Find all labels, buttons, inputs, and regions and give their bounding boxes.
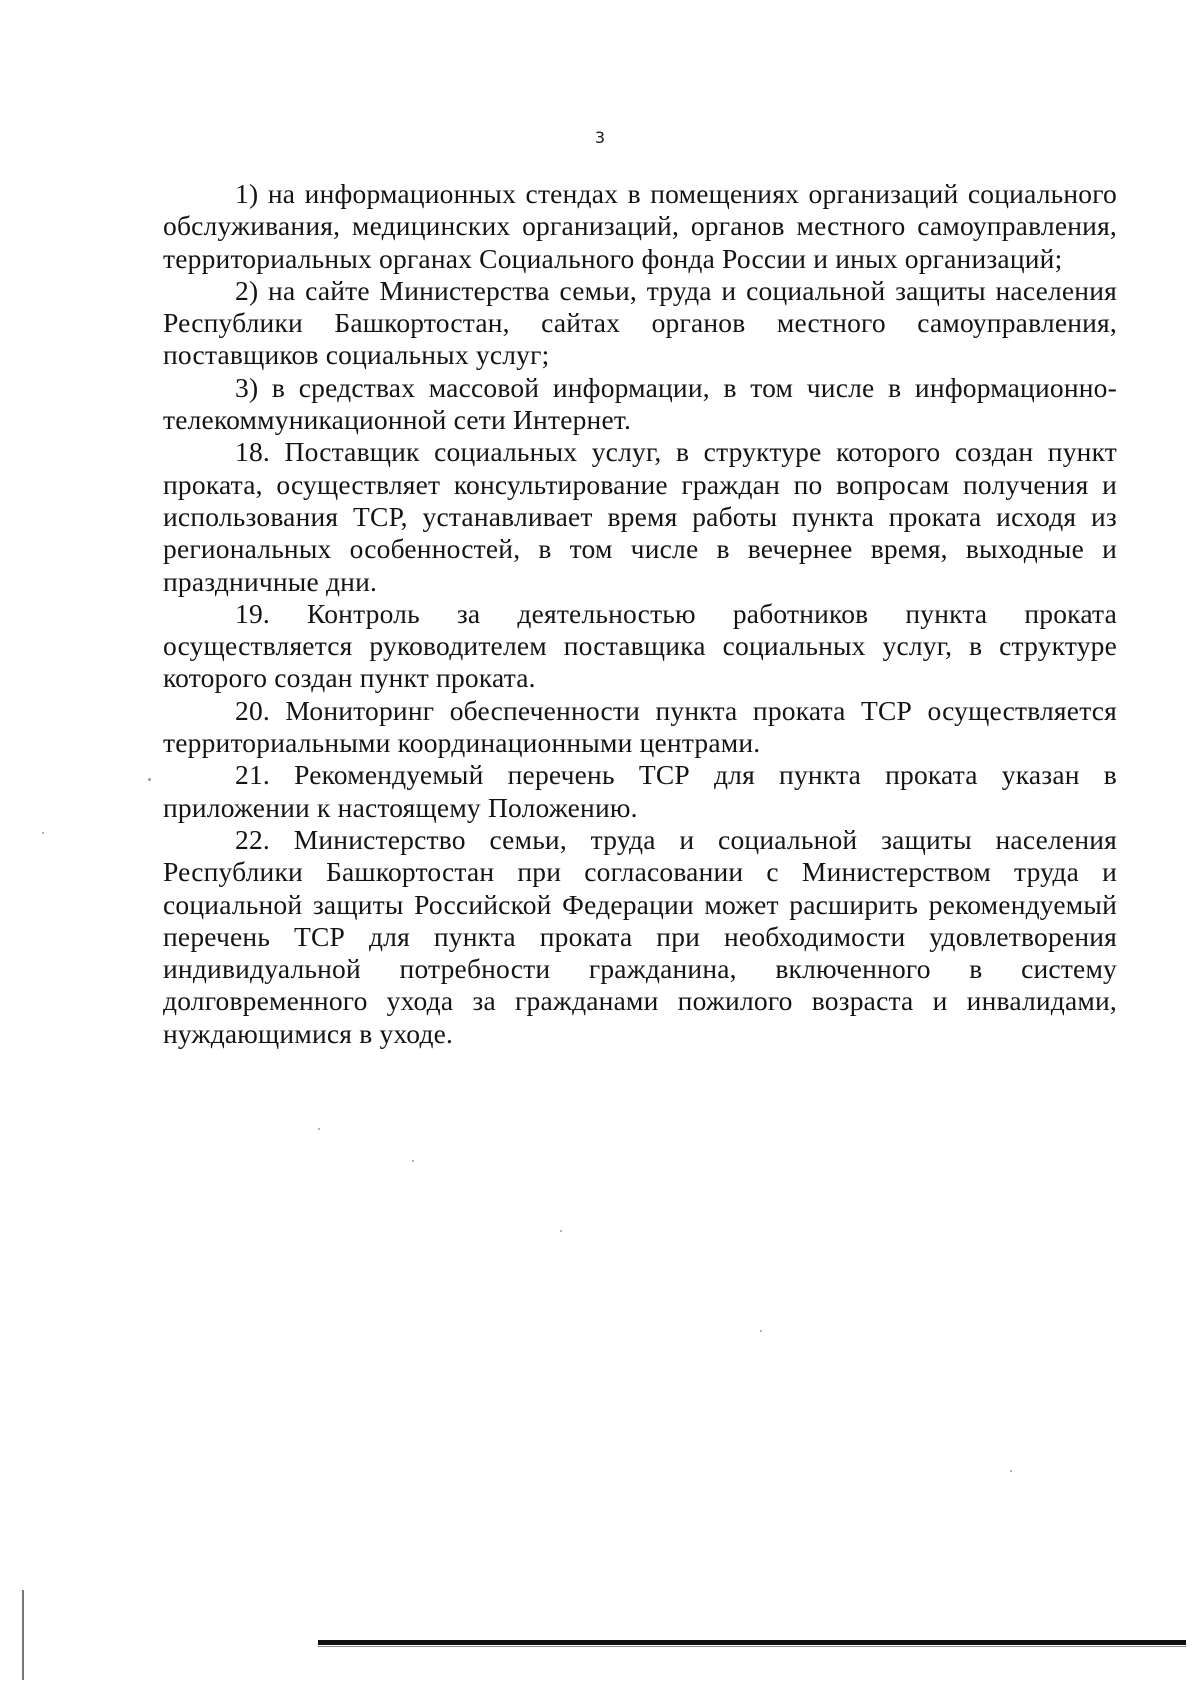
scan-edge-line: [22, 1590, 24, 1680]
paragraph-21: 21. Рекомендуемый перечень ТСР для пункта проката указан в приложении к настоящему Положению.: [163, 759, 1117, 823]
paragraph-20: 20. Мониторинг обеспеченности пункта проката ТСР осуществляется территориальными координационными центрами.: [163, 694, 1117, 759]
paragraph-item-2: 2) на сайте Министерства семьи, труда и социальной защиты населения Республики Башкортостан, сайтах органов местного самоуправления, поставщиков социальных услуг;: [163, 274, 1117, 371]
paragraph-22: 22. Министерство семьи, труда и социальной защиты населения Республики Башкортостан при согласовании с Министерством труда и социальной защиты Российской Федерации может расширить рекомендуемый перечень ТСР для пункта проката при необходимости удовлетворения индивидуальной потребности гражданина, включенного в систему долговременного ухода за гражданами пожилого возраста и инвалидами, нуждающимися в уходе.: [163, 823, 1117, 1049]
scan-speck: [42, 832, 44, 834]
paragraph-19: 19. Контроль за деятельностью работников пункта проката осуществляется руководителем поставщика социальных услуг, в структуре которого создан пункт проката.: [163, 597, 1117, 694]
scan-speck: [760, 1330, 762, 1332]
scan-speck: [560, 1230, 562, 1232]
paragraph-item-3: 3) в средствах массовой информации, в том числе в информационно-телекоммуникационной сети Интернет.: [163, 371, 1117, 436]
paragraph-item-1: 1) на информационных стендах в помещениях организаций социального обслуживания, медицинских организаций, органов местного самоуправления, территориальных органах Социального фонда России и иных организаций;: [163, 178, 1117, 274]
bottom-rule: [318, 1640, 1186, 1645]
page-number: 3: [594, 128, 606, 147]
scan-speck: [412, 1160, 414, 1162]
scan-speck: [148, 778, 151, 781]
bottom-rule-shadow: [318, 1646, 1186, 1647]
paragraph-18: 18. Поставщик социальных услуг, в структуре которого создан пункт проката, осуществляет консультирование граждан по вопросам получения и использования ТСР, устанавливает время работы пункта проката исходя из региональных особенностей, в том числе в вечернее время, выходные и праздничные дни.: [163, 436, 1117, 597]
scan-speck: [1010, 1470, 1012, 1472]
scan-speck: [318, 1128, 320, 1130]
document-body: [163, 178, 1117, 1050]
